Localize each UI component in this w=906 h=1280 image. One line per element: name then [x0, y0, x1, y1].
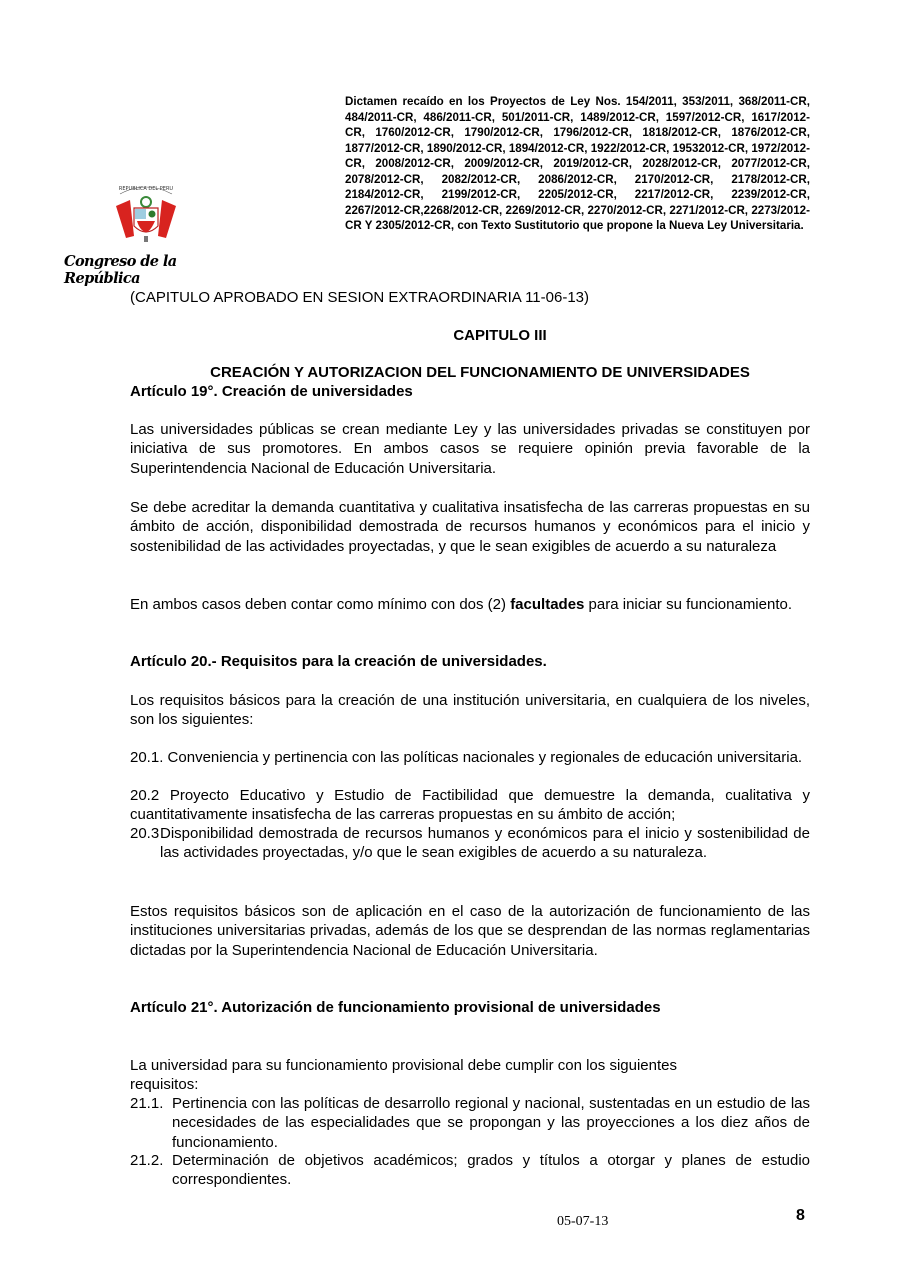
item-text: Pertinencia con las políticas de desarrollo regional y nacional, sustentadas en un estudio de las necesidades de las especialidades que se propongan y las proyecciones a los diez años de funcionamiento. [172, 1095, 810, 1151]
article-19-paragraph-3 [130, 595, 810, 614]
item-number: 20.1. [130, 749, 164, 766]
session-note: (CAPITULO APROBADO EN SESION EXTRAORDINARIA 11-06-13) [130, 289, 590, 306]
article-20-intro: Los requisitos básicos para la creación de una institución universitaria, en cualquiera de los niveles, son los siguientes: [130, 692, 810, 729]
list-item-20-1 [130, 748, 810, 767]
item-number: 21.2. [130, 1152, 164, 1169]
article-19-title: Artículo 19°. Creación de universidades [130, 383, 413, 400]
p3-text: En ambos casos deben contar como mínimo con dos (2) [130, 596, 511, 613]
article-21-intro: La universidad para su funcionamiento provisional debe cumplir con los siguientes requisitos: [130, 1057, 677, 1094]
list-item-20-3 [130, 824, 810, 863]
item-text: Conveniencia y pertinencia con las políticas nacionales y regionales de educación universitaria. [167, 749, 803, 766]
dictamen-header: Dictamen recaído en los Proyectos de Ley Nos. 154/2011, 353/2011, 368/2011-CR, 484/2011-CR, 486/2011-CR, 501/2011-CR, 1489/2012-CR, 1597/2012-CR, 1617/2012-CR, 1760/2012-CR, 1790/2012-CR, 1796/2012-CR, 1818/2012-CR, 1876/2012-CR, 1877/2012-CR, 1890/2012-CR, 1894/2012-CR, 1922/2012-CR, 19532012-CR, 1972/2012-CR, 2008/2012-CR, 2009/2012-CR, 2019/2012-CR, 2028/2012-CR, 2077/2012-CR, 2078/2012-CR, 2082/2012-CR, 2086/2012-CR, 2170/2012-CR, 2178/2012-CR, 2184/2012-CR, 2199/2012-CR, 2205/2012-CR, 2217/2012-CR, 2239/2012-CR, 2267/2012-CR,2268/2012-CR, 2269/2012-CR, 2270/2012-CR, 2271/2012-CR, 2273/2012-CR Y 2305/2012-CR, con Texto Sustitutorio que propone la Nueva Ley Universitaria. [345, 95, 810, 232]
peru-coat-of-arms-logo [110, 176, 182, 248]
article-19-paragraph-1: Las universidades públicas se crean mediante Ley y las universidades privadas se constituyen por iniciativa de sus promotores. En ambos casos se requiere opinión previa favorable de la Superintendencia Nacional de Educación Universitaria. [130, 421, 810, 477]
chapter-number: CAPITULO III [453, 327, 547, 344]
item-number: 20.2 [130, 787, 160, 804]
logo-caption: Congreso de la República [64, 253, 177, 287]
list-item-20-2 [130, 786, 810, 825]
item-number: 21.1. [130, 1095, 164, 1112]
p3-bold: facultades [510, 596, 585, 613]
p3-text-end: para iniciar su funcionamiento. [584, 596, 793, 613]
item-text: Determinación de objetivos académicos; grados y títulos a otorgar y planes de estudio correspondientes. [172, 1152, 810, 1189]
article-20-closing: Estos requisitos básicos son de aplicación en el caso de la autorización de funcionamiento de las instituciones universitarias privadas, además de los que se desprendan de las normas reglamentarias dictadas por la Superintendencia Nacional de Educación Universitaria. [130, 903, 810, 959]
item-number: 20.3 [130, 825, 160, 842]
item-text: Proyecto Educativo y Estudio de Factibilidad que demuestre la demanda, cualitativa y cuantitativamente insatisfecha de las carreras propuestas en su ámbito de acción; [130, 787, 810, 824]
article-19-paragraph-2: Se debe acreditar la demanda cuantitativa y cualitativa insatisfecha de las carreras propuestas en su ámbito de acción, disponibilidad demostrada de recursos humanos y económicos para el inicio y sostenibilidad de las actividades proyectadas, y que le sean exigibles de acuerdo a su naturaleza [130, 499, 810, 555]
article-20-title: Artículo 20.- Requisitos para la creación de universidades. [130, 653, 547, 670]
list-item-21-2 [130, 1151, 810, 1190]
page-number: 8 [796, 1207, 805, 1224]
list-item-21-1 [130, 1094, 810, 1152]
item-text: Disponibilidad demostrada de recursos humanos y económicos para el inicio y sostenibilidad de las actividades proyectadas, y/o que le sean exigibles de acuerdo a su naturaleza. [160, 825, 810, 862]
svg-text:REPUBLICA DEL PERU: REPUBLICA DEL PERU [118, 186, 174, 192]
chapter-title: CREACIÓN Y AUTORIZACION DEL FUNCIONAMIENTO DE UNIVERSIDADES [210, 364, 750, 381]
footer-date: 05-07-13 [557, 1214, 609, 1229]
article-21-title: Artículo 21°. Autorización de funcionamiento provisional de universidades [130, 999, 661, 1016]
